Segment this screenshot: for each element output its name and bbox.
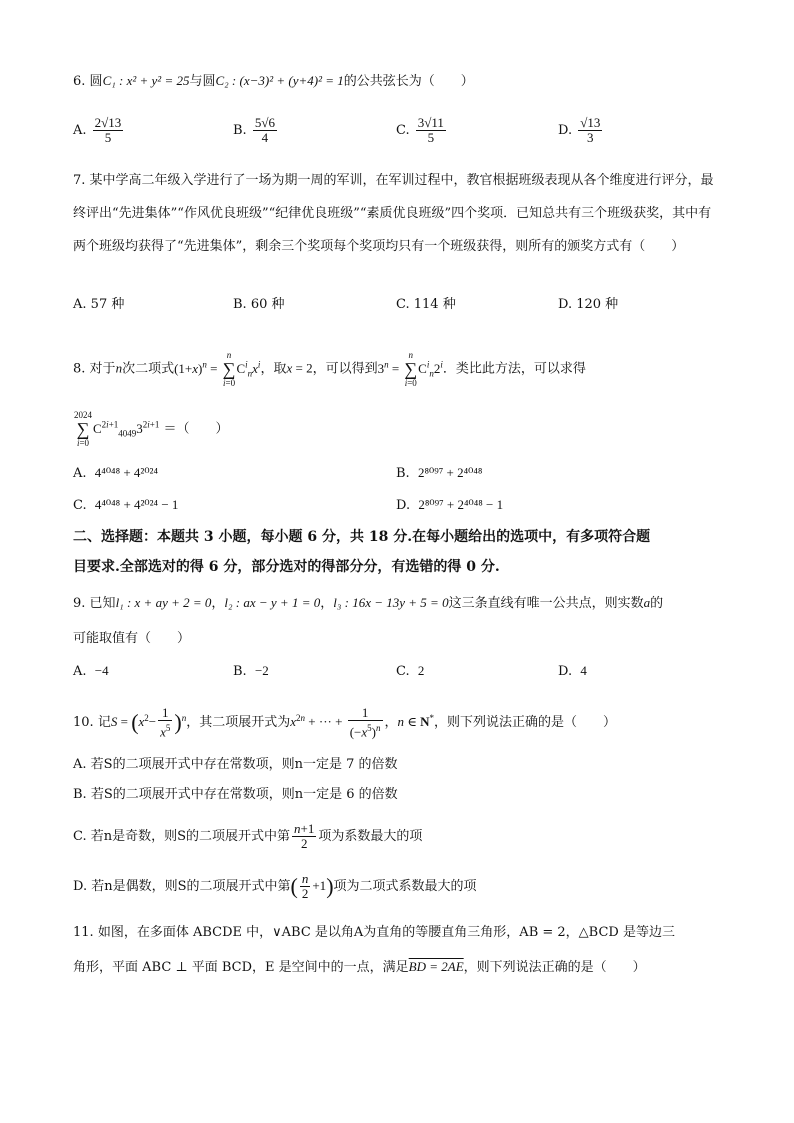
q7-option-a[interactable]: A. 57 种 [73, 297, 125, 312]
q10-option-a[interactable]: A. 若S的二项展开式中存在常数项，则n一定是 7 的倍数 [73, 757, 398, 772]
question-7-stem: 7. 某中学高二年级入学进行了一场为期一周的军训，在军训过程中，教官根据班级表现从各个维度进行评分，最终评出“先进集体”“作风优良班级”“纪律优良班级”“素质优良班级”四个奖项．已知总共有三个班级获奖，其中有两个班级均获得了“先进集体”，剩余三个奖项每个奖项均只有一个班级获得，则所有的颁奖方式有（ ） [73, 173, 714, 254]
question-11-line1: 11. 如图，在多面体 ABCDE 中，∨ABC 是以角A为直角的等腰直角三角形，AB = 2，△BCD 是等边三 [73, 925, 675, 940]
q8-option-b[interactable]: B. 2⁸⁰⁹⁷ + 2⁴⁰⁴⁸ [396, 465, 483, 481]
q6-option-b[interactable]: B. $\frac{5√6}{4}$ [233, 115, 275, 145]
q6-option-c[interactable]: C. $\frac{3√11}{5}$ [396, 115, 444, 145]
q9-option-b[interactable]: B. −2 [233, 663, 269, 679]
question-8-expression: 2024 ∑ $i=0C^{2i+1}_{4049}3^{2i+1}$ ＝（ ） [74, 410, 229, 448]
q9-option-d[interactable]: D. 4 [558, 663, 587, 679]
q9-option-c[interactable]: C. 2 [396, 663, 425, 679]
q8-option-a[interactable]: A. 4⁴⁰⁴⁸ + 4²⁰²⁴ [73, 465, 158, 481]
q10-option-c[interactable]: C. 若n是奇数，则S的二项展开式中第 $\frac{n+1}{2}$ 项为系数最大的项 [73, 821, 423, 851]
q6-option-a[interactable]: A. $\frac{2√13}{5}$ [73, 115, 122, 145]
question-10-stem: 10. 记$S = (x^2-$ $\frac{1}{x^5}$ )$^n$，其二项展开式为$x^{2n}$ + ··· + $\frac{1}{(-x^5)^n}$ ，n ∈ N*，则下列说法正确的是（ ） [73, 705, 617, 740]
q7-option-b[interactable]: B. 60 种 [233, 297, 285, 312]
summation-symbol: 2024 ∑ i=0 [74, 410, 92, 448]
question-9-line2: 可能取值有（ ） [73, 631, 191, 646]
question-6-stem: 6. 圆C₁ : x² + y² = 25与圆C₂ : (x−3)² + (y+4)² = 1的公共弦长为（ ） [73, 73, 474, 89]
q7-option-c[interactable]: C. 114 种 [396, 297, 456, 312]
question-8-stem: 8. 对于n次二项式$(1+x)^n = n$ ∑ $i=0C^i_nx^i$，取x = 2，可以得到$3^n = n$ ∑ $i=0C^i_n2^i$．类比此方法，可以求得 [73, 350, 586, 388]
summation-symbol: n ∑ i=0 [222, 350, 236, 388]
summation-symbol: n ∑ i=0 [404, 350, 418, 388]
q9-option-a[interactable]: A. −4 [73, 663, 109, 679]
q8-option-d[interactable]: D. 2⁸⁰⁹⁷ + 2⁴⁰⁴⁸ − 1 [396, 497, 504, 513]
q10-option-d[interactable]: D. 若n是偶数，则S的二项展开式中第( $\frac{n}{2}$ +1)项为二项式系数最大的项 [73, 871, 477, 901]
section-2-header-line2: 目要求.全部选对的得 6 分，部分选对的得部分分，有选错的得 0 分. [73, 559, 500, 575]
q6-option-d[interactable]: D. $\frac{√13}{3}$ [558, 115, 601, 145]
q7-option-d[interactable]: D. 120 种 [558, 297, 619, 312]
question-9-stem: 9. 已知l₁ : x + ay + 2 = 0，l₂ : ax − y + 1 = 0，l₃ : 16x − 13y + 5 = 0这三条直线有唯一公共点，则实数a的 [73, 595, 664, 611]
q8-option-c[interactable]: C. 4⁴⁰⁴⁸ + 4²⁰²⁴ − 1 [73, 497, 179, 513]
section-2-header-line1: 二、选择题：本题共 3 小题，每小题 6 分，共 18 分.在每小题给出的选项中，有多项符合题 [73, 529, 651, 545]
q10-option-b[interactable]: B. 若S的二项展开式中存在常数项，则n一定是 6 的倍数 [73, 787, 398, 802]
question-11-line2: 角形，平面 ABC ⊥ 平面 BCD，E 是空间中的一点，满足BD = 2AE，则下列说法正确的是（ ） [73, 959, 646, 975]
